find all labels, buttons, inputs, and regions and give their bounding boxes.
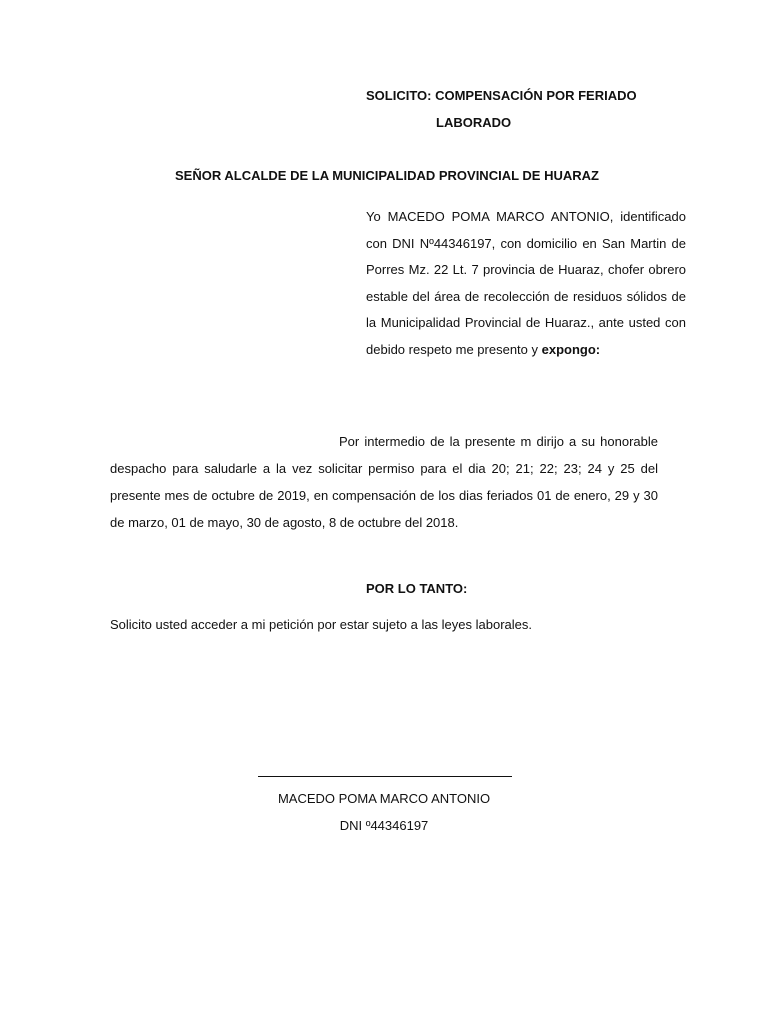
therefore-heading: POR LO TANTO: xyxy=(366,581,468,596)
body-paragraph: Por intermedio de la presente m dirijo a su honorable despacho para saludarle a la vez solicitar permiso para el dia 20; 21; 22; 23; 24 y 25 del presente mes de octubre de 2019, en compensación de los dias feriados 01 de enero, 29 y 30 de marzo, 01 de mayo, 30 de agosto, 8 de octubre del 2018. xyxy=(110,434,658,530)
intro-paragraph xyxy=(366,204,686,364)
subject-line-1: SOLICITO: COMPENSACIÓN POR FERIADO xyxy=(366,88,637,103)
subject-line-2: LABORADO xyxy=(436,115,512,130)
request-text: Solicito usted acceder a mi petición por estar sujeto a las leyes laborales. xyxy=(110,617,532,632)
signer-name: MACEDO POMA MARCO ANTONIO xyxy=(277,791,491,806)
intro-closing: expongo: xyxy=(541,341,601,357)
signer-dni: DNI º44346197 xyxy=(339,818,429,833)
intro-text: Yo MACEDO POMA MARCO ANTONIO, identificado con DNI Nº44346197, con domicilio en San Martin de Porres Mz. 22 Lt. 7 provincia de Huaraz, chofer obrero estable del área de recolección de residuos sólidos de la Municipalidad Provincial de Huaraz., ante usted con debido respeto me presento y xyxy=(366,209,686,357)
signature-line xyxy=(258,776,512,777)
addressee: SEÑOR ALCALDE DE LA MUNICIPALIDAD PROVINCIAL DE HUARAZ xyxy=(175,168,599,183)
